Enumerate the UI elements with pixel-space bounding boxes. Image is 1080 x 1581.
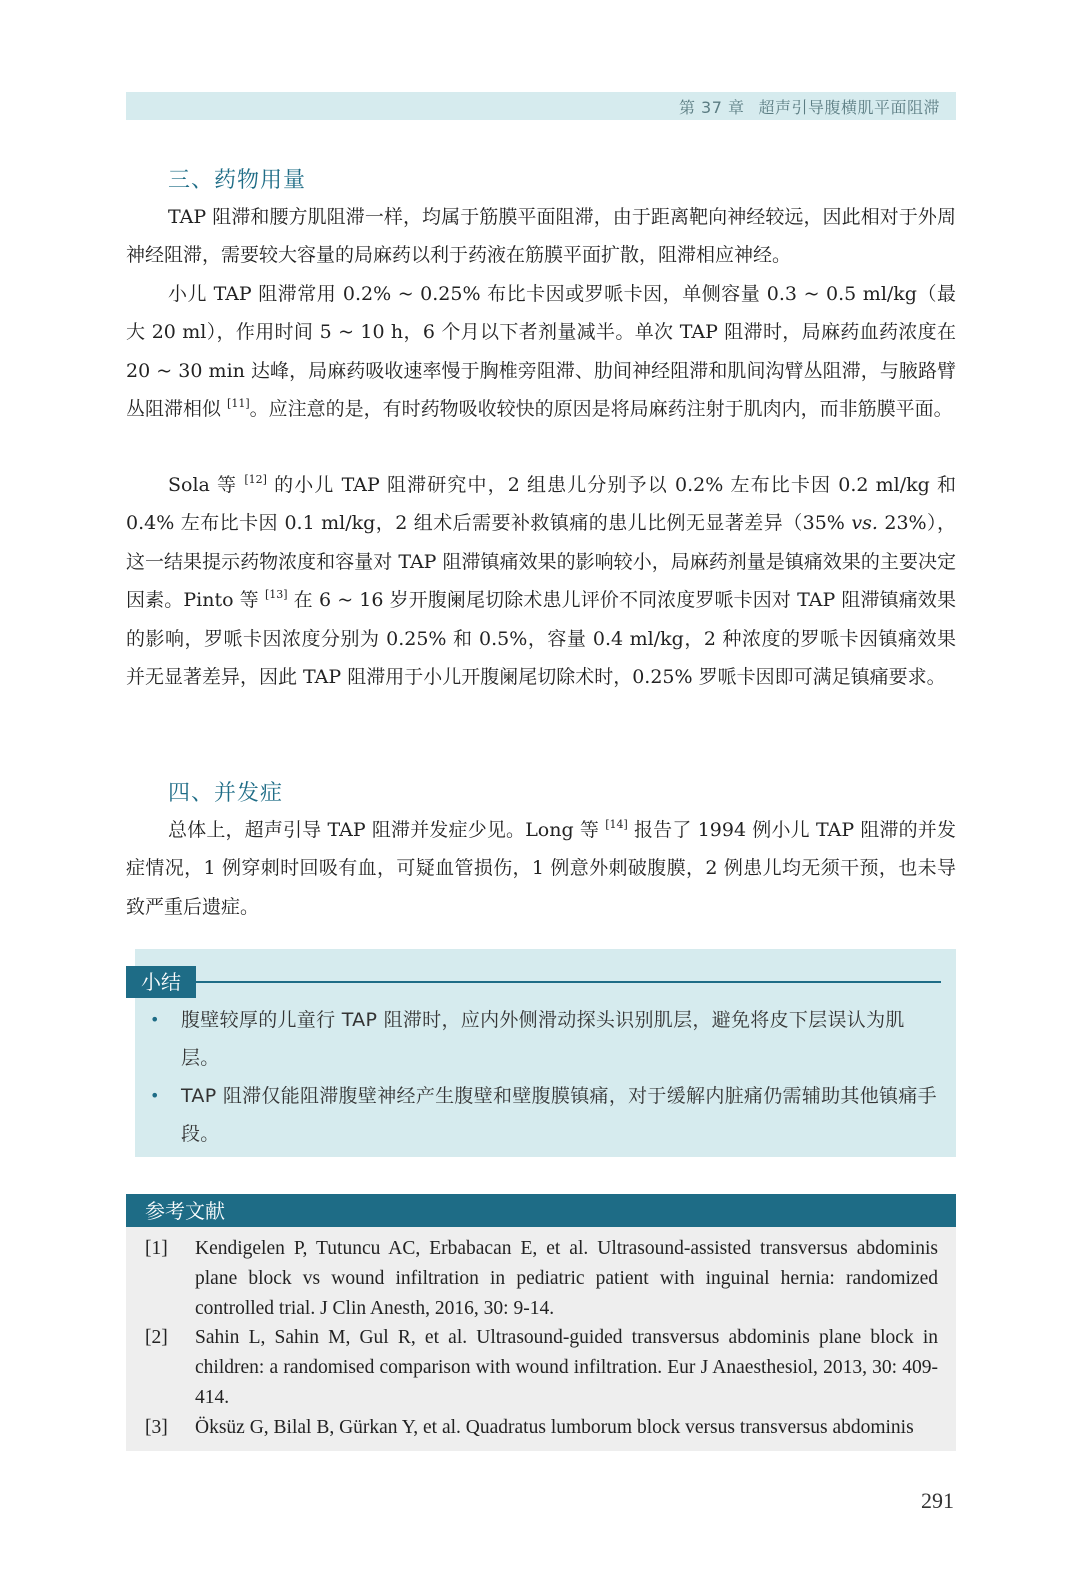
- paragraph: Sola 等 [12] 的小儿 TAP 阻滞研究中，2 组患儿分别予以 0.2% 左布比卡因 0.2 ml/kg 和 0.4% 左布比卡因 0.1 ml/kg，2 组术后需要补救镇痛的患儿比例无显著差异（35% vs. 23%），这一结果提示药物浓度和容量对 TAP 阻滞镇痛效果的影响较小，局麻药剂量是镇痛效果的主要决定因素。Pinto 等 [13] 在 6 ~ 16 岁开腹阑尾切除术患儿评价不同浓度罗哌卡因对 TAP 阻滞镇痛效果的影响，罗哌卡因浓度分别为 0.25% 和 0.5%，容量 0.4 ml/kg，2 种浓度的罗哌卡因镇痛效果并无显著差异，因此 TAP 阻滞用于小儿开腹阑尾切除术时，0.25% 罗哌卡因即可满足镇痛要求。: [126, 473, 956, 689]
- reference-text: Sahin L, Sahin M, Gul R, et al. Ultrasound-guided transversus abdominis plane block in children: a randomised comparison with wound infiltration. Eur J Anaesthesiol, 2013, 30: 409-414.: [195, 1327, 938, 1408]
- running-header-text: [679, 95, 940, 118]
- versus-abbrev: vs.: [851, 512, 878, 535]
- reference-number: [3]: [145, 1416, 168, 1438]
- paragraph: TAP 阻滞和腰方肌阻滞一样，均属于筋膜平面阻滞，由于距离靶向神经较远，因此相对于外周神经阻滞，需要较大容量的局麻药以利于药液在筋膜平面扩散，阻滞相应神经。: [126, 206, 956, 267]
- chapter-number: 第 37 章: [678, 98, 745, 117]
- citation-ref: [13]: [264, 588, 288, 602]
- reference-item: [126, 1234, 956, 1323]
- summary-list: [148, 1001, 943, 1153]
- reference-text: Öksüz G, Bilal B, Gürkan Y, et al. Quadratus lumborum block versus transversus abdominis: [195, 1416, 914, 1438]
- summary-divider: [196, 981, 941, 983]
- reference-number: [2]: [145, 1327, 168, 1349]
- summary-item: • 腹壁较厚的儿童行 TAP 阻滞时，应内外侧滑动探头识别肌层，避免将皮下层误认为肌层。: [148, 1001, 943, 1077]
- reference-text: Kendigelen P, Tutuncu AC, Erbabacan E, et al. Ultrasound-assisted transversus abdominis plane block vs wound infiltration in pediatric patient with inguinal hernia: randomized controlled trial. J Clin Anesth, 2016, 30: 9-14.: [195, 1238, 938, 1319]
- citation-ref: [14]: [605, 818, 628, 831]
- reference-item: [126, 1323, 956, 1412]
- reference-item: [126, 1413, 956, 1443]
- reference-number: [1]: [145, 1238, 168, 1259]
- summary-item: • TAP 阻滞仅能阻滞腹壁神经产生腹壁和壁腹膜镇痛，对于缓解内脏痛仍需辅助其他镇痛手段。: [148, 1077, 943, 1153]
- references-title: 参考文献: [126, 1194, 956, 1227]
- bullet-icon: •: [150, 1010, 160, 1029]
- running-header: [126, 92, 956, 120]
- summary-label: 小结: [126, 966, 196, 998]
- references-box: [126, 1194, 956, 1451]
- page-number: 291: [921, 1488, 954, 1513]
- paragraph: 小儿 TAP 阻滞常用 0.2% ~ 0.25% 布比卡因或罗哌卡因，单侧容量 0.3 ~ 0.5 ml/kg（最大 20 ml），作用时间 5 ~ 10 h，6 个月以下者剂量减半。单次 TAP 阻滞时，局麻药血药浓度在 20 ~ 30 min 达峰，局麻药吸收速率慢于胸椎旁阻滞、肋间神经阻滞和肌间沟臂丛阻滞，与腋路臂丛阻滞相似 [11]。应注意的是，有时药物吸收较快的原因是将局麻药注射于肌肉内，而非筋膜平面。: [126, 283, 956, 421]
- section-title-complications: 四、并发症: [168, 781, 284, 806]
- paragraph: 总体上，超声引导 TAP 阻滞并发症少见。Long 等 [14] 报告了 1994 例小儿 TAP 阻滞的并发症情况，1 例穿刺时回吸有血，可疑血管损伤，1 例意外刺破腹膜，2 例患儿均无须干预，也未导致严重后遗症。: [126, 818, 956, 918]
- chapter-title: 超声引导腹横肌平面阻滞: [758, 98, 940, 117]
- section-title-dosage: 三、药物用量: [168, 168, 307, 193]
- citation-ref: [11]: [227, 397, 250, 411]
- citation-ref: [12]: [244, 473, 267, 486]
- references-list: [126, 1227, 956, 1443]
- bullet-icon: •: [150, 1086, 160, 1105]
